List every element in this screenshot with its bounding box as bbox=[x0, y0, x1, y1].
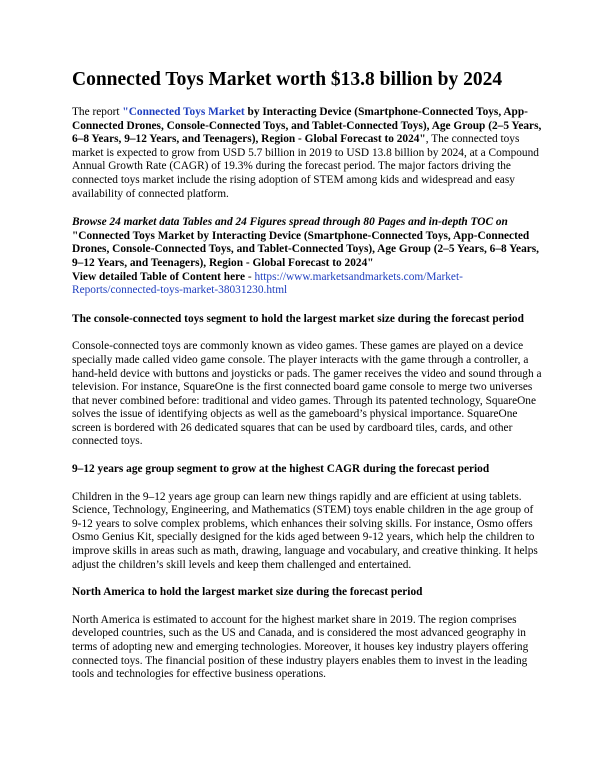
browse-paragraph bbox=[72, 216, 544, 298]
browse-lead: Browse 24 market data Tables and 24 Figures spread through 80 Pages and in-depth TOC on bbox=[72, 216, 508, 229]
toc-label: View detailed Table of Content here bbox=[72, 270, 245, 283]
intro-paragraph bbox=[72, 106, 544, 201]
intro-lead: The report bbox=[72, 106, 123, 118]
browse-report-title: "Connected Toys Market by Interacting Device (Smartphone-Connected Toys, App-Connected Drones, Console-Connected Toys, and Tablet-Connected Toys), Age Group (2–5 Years, 6–8 Years, 9–12 Years, and Teenagers), Region - Global Forecast to 2024" bbox=[72, 229, 540, 269]
report-title-rest: by Interacting Device (Smartphone-Connected Toys, App-Connected Drones, Console-Connected Toys, and Tablet-Connected Toys), Age Group (2–5 Years, 6–8 Years, 9–12 Years, and Teenagers), Region - Global Forecast to 2024" bbox=[72, 106, 542, 146]
report-title-link[interactable]: "Connected Toys Market bbox=[122, 106, 245, 118]
page-title: Connected Toys Market worth $13.8 billion by 2024 bbox=[72, 69, 503, 90]
section-heading-age-group: 9–12 years age group segment to grow at the highest CAGR during the forecast period bbox=[72, 463, 490, 476]
toc-url-link[interactable]: https://www.marketsandmarkets.com/Market-Reports/connected-toys-market-38031230.html bbox=[72, 270, 463, 297]
intro-body: , The connected toys market is expected to grow from USD 5.7 billion in 2019 to USD 13.8 billion by 2024, at a Compound Annual Growth Rate (CAGR) of 19.3% during the forecast period. The major factors driving the connected toys market include the rising adoption of STEM among kids and widespread and easy availability of connected platform. bbox=[72, 133, 539, 200]
section-heading-north-america: North America to hold the largest market size during the forecast period bbox=[72, 586, 423, 599]
section-heading-console: The console-connected toys segment to hold the largest market size during the forecast period bbox=[72, 312, 524, 325]
section-body-console: Console-connected toys are commonly known as video games. These games are played on a device specially made called video game console. The player interacts with the game through a controller, a hand-held device with buttons and joysticks or pads. The gamer receives the video and sound through a television. For instance, SquareOne is the first connected board game console to merge two universes that never combined before: traditional and video games. Through its patented technology, SquareOne solves the issue of identifying objects as well as the gameboard’s physical importance. SquareOne screen is bordered with 26 dedicated squares that can be used by cardboard tiles, cards, and other connected toys. bbox=[72, 340, 542, 448]
section-body-north-america: North America is estimated to account for the highest market share in 2019. The region comprises developed countries, such as the US and Canada, and is considered the most advanced geography in terms of adopting new and emerging technologies. Moreover, it houses key industry players offering connected toys. The financial position of these industry players enables them to invest in the leading tools and technologies for effective business operations. bbox=[72, 613, 529, 681]
toc-separator: - bbox=[245, 270, 255, 283]
section-body-age-group: Children in the 9–12 years age group can learn new things rapidly and are efficient at using tablets. Science, Technology, Engineering, and Mathematics (STEM) toys enable children in the age group of 9-12 years to solve complex problems, which enhances their solving skills. For instance, Osmo offers Osmo Genius Kit, specially designed for the kids aged between 9-12 years, which help the children to improve skills in areas such as math, drawing, language and vocabulary, and creative thinking. It helps adjust the children’s skill levels and keep them challenged and entertained. bbox=[72, 490, 538, 571]
